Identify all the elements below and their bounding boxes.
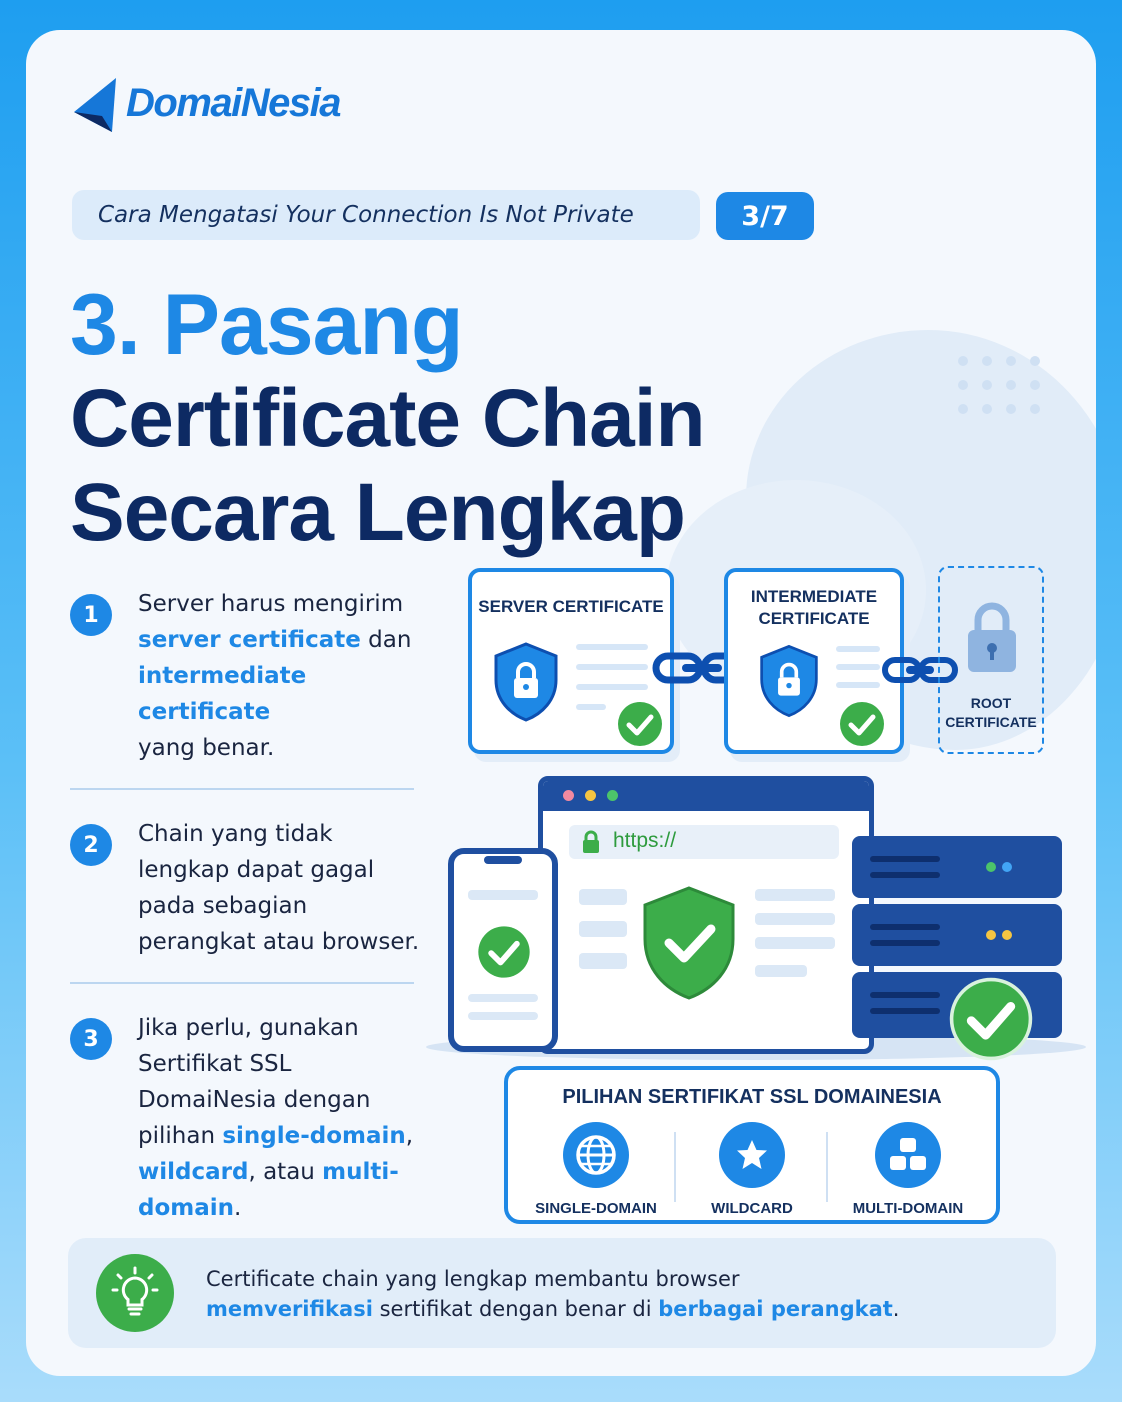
window-dot-icon [607, 790, 618, 801]
browser-window [538, 776, 874, 1054]
tip-callout [68, 1238, 1056, 1348]
browser-titlebar [543, 781, 869, 811]
content-line [755, 913, 835, 925]
server-certificate-label: SERVER CERTIFICATE [478, 597, 664, 616]
highlight-text: wildcard [138, 1159, 249, 1185]
star-icon [719, 1122, 785, 1188]
window-dot-icon [563, 790, 574, 801]
window-dot-icon [585, 790, 596, 801]
step-item [70, 816, 430, 960]
phone [448, 848, 558, 1052]
content-line [755, 889, 835, 901]
step-text: Chain yang tidak lengkap dapat gagal pada sebagian perangkat atau browser. [138, 821, 420, 955]
divider [70, 982, 414, 984]
server-unit [852, 904, 1062, 966]
root-certificate-card [938, 566, 1044, 754]
shield-lock-icon [492, 642, 560, 722]
check-circle-icon [838, 700, 886, 748]
content-line [755, 937, 835, 949]
intermediate-certificate-label: INTERMEDIATE CERTIFICATE [750, 587, 878, 628]
divider [70, 788, 414, 790]
status-light-icon [1002, 862, 1012, 872]
content-line [468, 994, 538, 1002]
highlight-text: server certificate [138, 627, 361, 653]
status-light-icon [1002, 930, 1012, 940]
content-line [579, 921, 627, 937]
check-circle-icon [476, 924, 532, 980]
lock-icon [581, 830, 601, 854]
title-line-3: Secara Lengkap [70, 467, 685, 558]
content-line [755, 965, 807, 977]
highlight-text: single-domain [222, 1123, 406, 1149]
title-line-1: 3. Pasang [70, 277, 463, 373]
shield-check-icon [641, 885, 737, 1001]
check-circle-icon [948, 976, 1034, 1062]
address-bar [569, 825, 839, 859]
content-line [468, 1012, 538, 1020]
server-certificate-card [468, 568, 674, 754]
option-multi-domain [828, 1122, 988, 1217]
padlock-icon [966, 600, 1018, 674]
ssl-options-card [504, 1066, 1000, 1224]
status-light-icon [986, 930, 996, 940]
status-light-icon [986, 862, 996, 872]
shield-lock-icon [758, 644, 820, 718]
root-certificate-label: ROOT CERTIFICATE [945, 695, 1037, 730]
logo-mark-icon [72, 72, 124, 134]
highlight-text: berbagai perangkat [658, 1297, 893, 1321]
highlight-text: intermediate certificate [138, 663, 307, 725]
option-label: SINGLE-DOMAIN [535, 1200, 657, 1217]
option-wildcard [672, 1122, 832, 1217]
brand-name: DomaiNesia [126, 80, 340, 125]
phone-notch [484, 856, 522, 864]
step-item [70, 586, 430, 766]
step-number: 1 [70, 594, 112, 636]
tip-text: Certificate chain yang lengkap membantu browser memverifikasi sertifikat dengan benar di berbagai perangkat. [206, 1267, 900, 1321]
option-single-domain [516, 1122, 676, 1217]
globe-icon [563, 1122, 629, 1188]
steps-list [70, 586, 430, 1226]
address-url: https:// [613, 829, 677, 852]
server-unit [852, 836, 1062, 898]
intermediate-certificate-card [724, 568, 904, 754]
option-label: MULTI-DOMAIN [852, 1200, 964, 1217]
step-number: 3 [70, 1018, 112, 1060]
content-line [579, 953, 627, 969]
ssl-options-title: PILIHAN SERTIFIKAT SSL DOMAINESIA [562, 1086, 942, 1108]
option-label: WILDCARD [711, 1200, 793, 1217]
brand-logo [72, 72, 340, 134]
check-circle-icon [616, 700, 664, 748]
step-text: Jika perlu, gunakan Sertifikat SSL DomaiNesia dengan pilihan single-domain, wildcard, atau multi-domain. [138, 1015, 414, 1221]
step-text: Server harus mengirim server certificate dan intermediate certificate yang benar. [138, 591, 412, 761]
page-badge: 3/7 [716, 192, 814, 240]
cubes-icon [875, 1122, 941, 1188]
infographic-card [26, 30, 1096, 1376]
series-subtitle: Cara Mengatasi Your Connection Is Not Private [72, 190, 700, 240]
dot-pattern [958, 356, 1040, 414]
lightbulb-icon [96, 1254, 174, 1332]
step-number: 2 [70, 824, 112, 866]
content-line [468, 890, 538, 900]
step-item [70, 1010, 430, 1226]
highlight-text: multi-domain [138, 1159, 399, 1221]
page-title [70, 278, 705, 560]
content-line [579, 889, 627, 905]
highlight-text: memverifikasi [206, 1297, 373, 1321]
title-line-2: Certificate Chain [70, 373, 705, 464]
